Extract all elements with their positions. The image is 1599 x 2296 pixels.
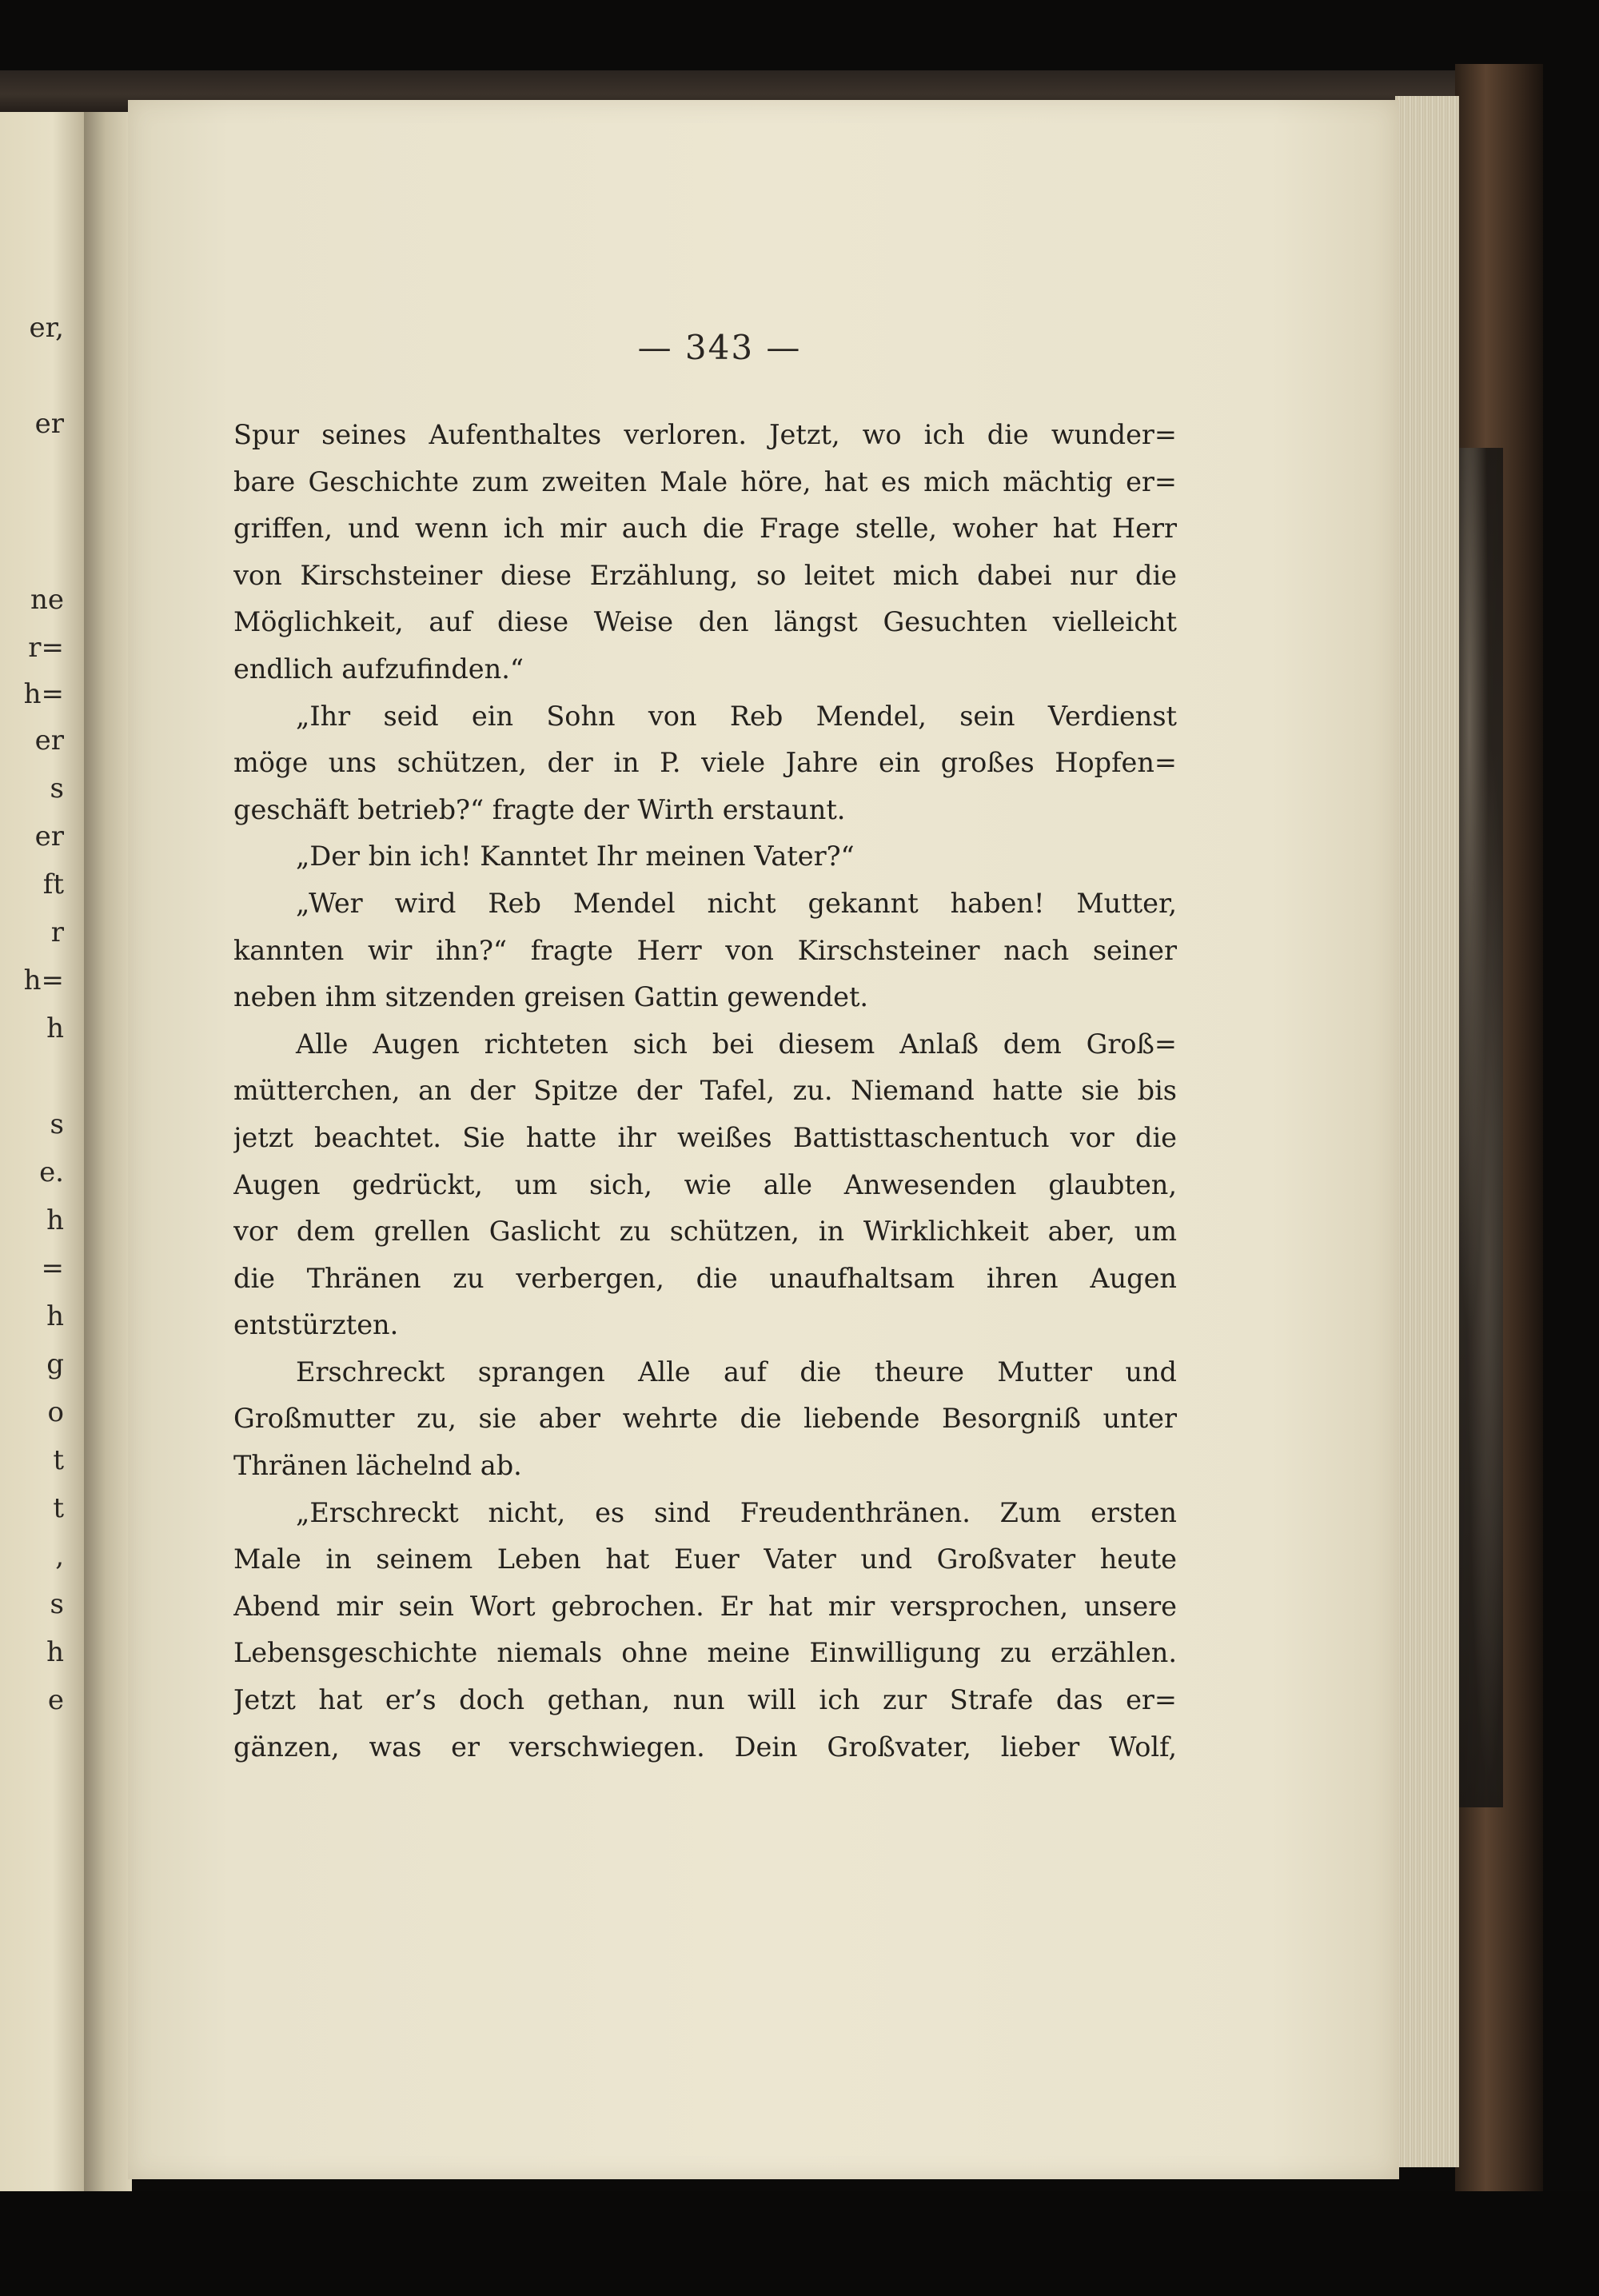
left-page-fragment: h= [23, 678, 64, 710]
text-line: vor dem grellen Gaslicht zu schützen, in Wirklichkeit aber, um [233, 1216, 1177, 1248]
text-line: Möglichkeit, auf diese Weise den längst Gesuchten vielleicht [233, 606, 1177, 638]
text-line: Abend mir sein Wort gebrochen. Er hat mir versprochen, unsere [233, 1590, 1177, 1622]
text-line: Großmutter zu, sie aber wehrte die liebende Besorgniß unter [233, 1403, 1177, 1435]
marbled-cover-paper [1455, 448, 1503, 1807]
text-line: Spur seines Aufenthaltes verloren. Jetzt, wo ich die wunder= [233, 419, 1177, 450]
left-page-fragment: er, [29, 312, 64, 344]
left-page-fragment: s [50, 1108, 64, 1140]
left-page-fragment: e [47, 1684, 64, 1716]
background-bottom [0, 2191, 1599, 2296]
book-gutter [84, 112, 132, 2191]
text-line: kannten wir ihn?“ fragte Herr von Kirschsteiner nach seiner [233, 934, 1177, 966]
text-line: Jetzt hat er’s doch gethan, nun will ich zur Strafe das er= [233, 1684, 1177, 1716]
left-page-fragment: ne [30, 584, 64, 616]
text-line: Augen gedrückt, um sich, wie alle Anwesenden glaubten, [233, 1168, 1177, 1200]
left-page-fragment: r= [28, 632, 64, 664]
page-block-edge [1395, 96, 1459, 2167]
text-line: griffen, und wenn ich mir auch die Frage stelle, woher hat Herr [233, 513, 1177, 545]
text-line: möge uns schützen, der in P. viele Jahre ein großes Hopfen= [233, 747, 1177, 779]
text-line: Lebensgeschichte niemals ohne meine Einwilligung zu erzählen. [233, 1637, 1177, 1669]
left-page-fragment: h= [23, 964, 64, 996]
text-line: Erschreckt sprangen Alle auf die theure Mutter und [296, 1356, 1177, 1388]
text-line: „Ihr seid ein Sohn von Reb Mendel, sein Verdienst [296, 700, 1177, 732]
text-line: entstürzten. [233, 1309, 399, 1341]
text-line: jetzt beachtet. Sie hatte ihr weißes Battisttaschentuch vor die [233, 1121, 1177, 1153]
left-page-fragment: g [46, 1348, 64, 1380]
text-line: „Wer wird Reb Mendel nicht gekannt haben! Mutter, [296, 887, 1177, 919]
left-page-fragment: h [46, 1012, 64, 1044]
text-line: Thränen lächelnd ab. [233, 1450, 522, 1482]
left-page-fragment: h [46, 1204, 64, 1236]
left-page-fragment: s [50, 1588, 64, 1620]
text-line: Male in seinem Leben hat Euer Vater und Großvater heute [233, 1543, 1177, 1575]
text-line: „Der bin ich! Kanntet Ihr meinen Vater?“ [296, 841, 855, 872]
left-page-fragment: , [55, 1540, 64, 1572]
page-number: — 343 — [637, 328, 802, 367]
left-page-fragment: er [34, 408, 64, 440]
left-page-fragment: er [34, 725, 64, 757]
left-page-fragment: er [34, 821, 64, 853]
page-body-text [233, 412, 1177, 1771]
left-page-text-fragments [0, 112, 88, 2191]
left-page-fragment: s [50, 773, 64, 805]
text-line: „Erschreckt nicht, es sind Freudenthränen. Zum ersten [296, 1496, 1177, 1528]
text-line: von Kirschsteiner diese Erzählung, so leitet mich dabei nur die [233, 559, 1177, 591]
text-line: geschäft betrieb?“ fragte der Wirth erstaunt. [233, 793, 846, 825]
left-page-fragment: = [41, 1252, 64, 1284]
text-line: gänzen, was er verschwiegen. Dein Großvater, lieber Wolf, [233, 1731, 1177, 1763]
text-line: die Thränen zu verbergen, die unaufhaltsam ihren Augen [233, 1262, 1177, 1294]
left-page-fragment: h [46, 1636, 64, 1668]
text-line: bare Geschichte zum zweiten Male höre, hat es mich mächtig er= [233, 465, 1177, 497]
left-page-fragment: t [53, 1444, 64, 1476]
text-line: mütterchen, an der Spitze der Tafel, zu. Niemand hatte sie bis [233, 1075, 1177, 1107]
left-page-fragment: r [50, 916, 64, 948]
left-page-fragment: h [46, 1300, 64, 1332]
left-page-fragment: e. [39, 1156, 64, 1188]
text-line: Alle Augen richteten sich bei diesem Anlaß dem Groß= [296, 1028, 1177, 1060]
text-line: neben ihm sitzenden greisen Gattin gewendet. [233, 981, 869, 1013]
left-page-fragment: ft [42, 868, 64, 900]
left-page-fragment: o [47, 1396, 64, 1428]
text-line: endlich aufzufinden.“ [233, 653, 524, 685]
left-page-fragment: t [53, 1492, 64, 1524]
